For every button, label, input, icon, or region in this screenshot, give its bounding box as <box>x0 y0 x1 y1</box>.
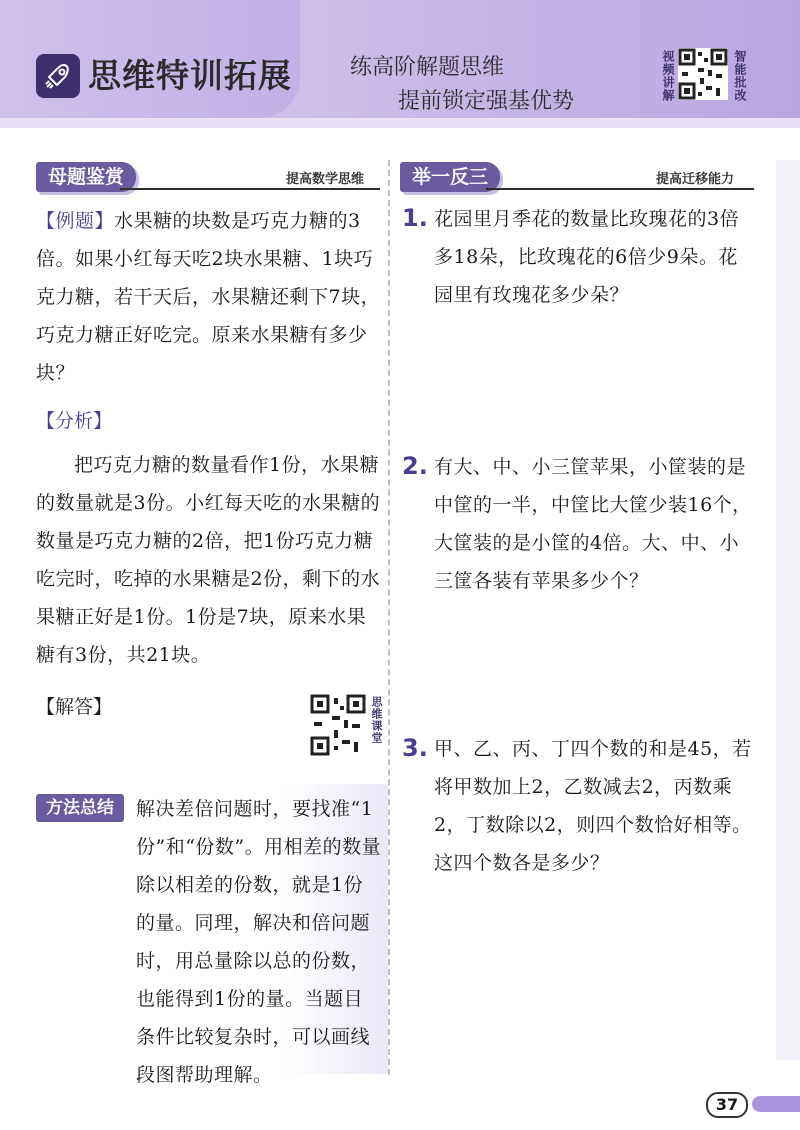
method-text: 解决差倍问题时，要找准“1份”和“份数”。用相差的数量除以相差的份数，就是1份的量。同理，解决和倍问题时，用总量除以总的份数，也能得到1份的量。当题目条件比较复杂时，可以画线段图帮助理解。 <box>136 798 382 1086</box>
page-number: 37 <box>706 1092 748 1118</box>
qr-video-label: 视频讲解 <box>661 50 675 102</box>
qr-code-icon[interactable] <box>678 48 728 100</box>
section-tag-left: 母题鉴赏 <box>36 162 136 192</box>
slogan-line-1: 练高阶解题思维 <box>350 55 505 80</box>
method-summary-text <box>36 790 382 1094</box>
question-number: 3. <box>402 734 428 762</box>
section-underline-right <box>486 188 754 190</box>
example-problem <box>36 202 382 392</box>
answer-label: 【解答】 <box>36 696 113 718</box>
question-text: 花园里月季花的数量比玫瑰花的3倍多18朵，比玫瑰花的6倍少9朵。花园里有玫瑰花多少朵？ <box>434 208 740 306</box>
rocket-icon <box>36 54 80 98</box>
question-text: 有大、中、小三筐苹果，小筐装的是中筐的一半，中筐比大筐少装16个，大筐装的是小筐的4倍。大、中、小三筐各装有苹果多少个？ <box>434 456 752 592</box>
page-title: 思维特训拓展 <box>88 56 292 95</box>
question-number: 2. <box>402 452 428 480</box>
section-subtitle-right: 提高迁移能力 <box>656 172 735 187</box>
qr-grading-label: 智能批改 <box>733 50 747 102</box>
slogan-line-2: 提前锁定强基优势 <box>398 89 575 114</box>
page-number-bar <box>752 1096 800 1112</box>
column-divider <box>388 160 390 1075</box>
section-underline-left <box>120 188 380 190</box>
right-margin-strip <box>776 160 800 1060</box>
method-summary-tag: 方法总结 <box>36 794 124 822</box>
question-text: 甲、乙、丙、丁四个数的和是45，若将甲数加上2，乙数减去2，丙数乘2，丁数除以2，则四个数恰好相等。这四个数各是多少？ <box>434 738 752 874</box>
header-divider-band <box>0 118 800 128</box>
question-number: 1. <box>402 204 428 232</box>
example-text: 水果糖的块数是巧克力糖的3倍。如果小红每天吃2块水果糖、1块巧克力糖，若干天后，水果糖还剩下7块，巧克力糖正好吃完。原来水果糖有多少块？ <box>36 210 381 384</box>
section-subtitle-left: 提高数学思维 <box>286 172 365 187</box>
example-label: 【例题】 <box>36 210 115 232</box>
analysis-label: 【分析】 <box>36 410 113 432</box>
section-tag-right: 举一反三 <box>400 162 500 192</box>
qr-code-icon[interactable] <box>310 694 366 756</box>
analysis-text: 把巧克力糖的数量看作1份，水果糖的数量就是3份。小红每天吃的水果糖的数量是巧克力糖的2倍，把1份巧克力糖吃完时，吃掉的水果糖是2份，剩下的水果糖正好是1份。1份是7块，原来水果糖有3份，共21块。 <box>36 454 381 666</box>
qr-classroom-label: 思维课堂 <box>370 696 383 744</box>
